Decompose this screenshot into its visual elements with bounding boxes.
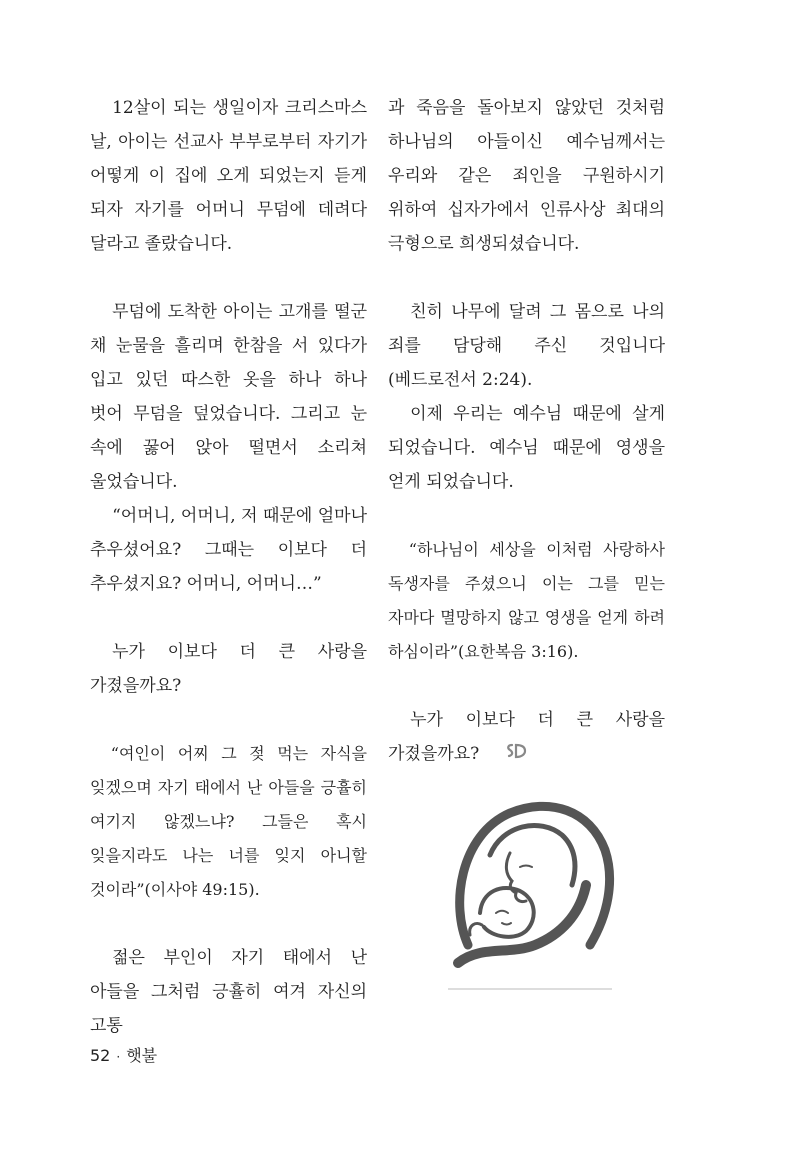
- closing-paragraph: [388, 703, 665, 771]
- right-column: [388, 91, 665, 771]
- paragraph: 12살이 되는 생일이자 크리스마스 날, 아이는 선교사 부부로부터 자기가 어떻게 이 집에 오게 되었는지 듣게 되자 자기를 어머니 무덤에 데려다 달라고 졸랐습니다.: [90, 98, 367, 254]
- sd-logo-icon: [483, 737, 527, 771]
- mother-and-baby-illustration: [440, 795, 620, 995]
- paragraph: 친히 나무에 달려 그 몸으로 나의 죄를 담당해 주신 것입니다(베드로전서 2:24).: [388, 302, 665, 390]
- left-column: [90, 91, 367, 1043]
- quote-paragraph: “어머니, 어머니, 저 때문에 얼마나 추우셨어요? 그때는 이보다 더 추우셨지요? 어머니, 어머니…”: [90, 506, 367, 594]
- scripture-quote: “여인이 어찌 그 젖 먹는 자식을 잊겠으며 자기 태에서 난 아들을 긍휼히 여기지 않겠느냐? 그들은 혹시 잊을지라도 나는 너를 잊지 아니할 것이라”(이사야 49:15).: [90, 744, 367, 899]
- paragraph: 이제 우리는 예수님 때문에 살게 되었습니다. 예수님 때문에 영생을 얻게 되었습니다.: [388, 404, 665, 492]
- paragraph: 젊은 부인이 자기 태에서 난 아들을 그처럼 긍휼히 여겨 자신의 고통: [90, 948, 367, 1036]
- paragraph: 누가 이보다 더 큰 사랑을 가졌을까요?: [90, 642, 367, 696]
- magazine-name: 햇불: [126, 1046, 158, 1065]
- page-footer: [90, 1043, 157, 1066]
- footer-separator: ·: [116, 1049, 121, 1064]
- scripture-quote: “하나님이 세상을 이처럼 사랑하사 독생자를 주셨으니 이는 그를 믿는 자마다 멸망하지 않고 영생을 얻게 하려 하심이라”(요한복음 3:16).: [388, 540, 665, 661]
- closing-text: 누가 이보다 더 큰 사랑을 가졌을까요?: [388, 710, 665, 764]
- paragraph: 과 죽음을 돌아보지 않았던 것처럼 하나님의 아들이신 예수님께서는 우리와 같은 죄인을 구원하시기 위하여 십자가에서 인류사상 최대의 극형으로 희생되셨습니다.: [388, 98, 665, 254]
- page-number: 52: [90, 1046, 111, 1065]
- paragraph: 무덤에 도착한 아이는 고개를 떨군 채 눈물을 흘리며 한참을 서 있다가 입고 있던 따스한 옷을 하나 하나 벗어 무덤을 덮었습니다. 그리고 눈 속에 꿇어 앉아 떨면서 소리쳐 울었습니다.: [90, 302, 367, 492]
